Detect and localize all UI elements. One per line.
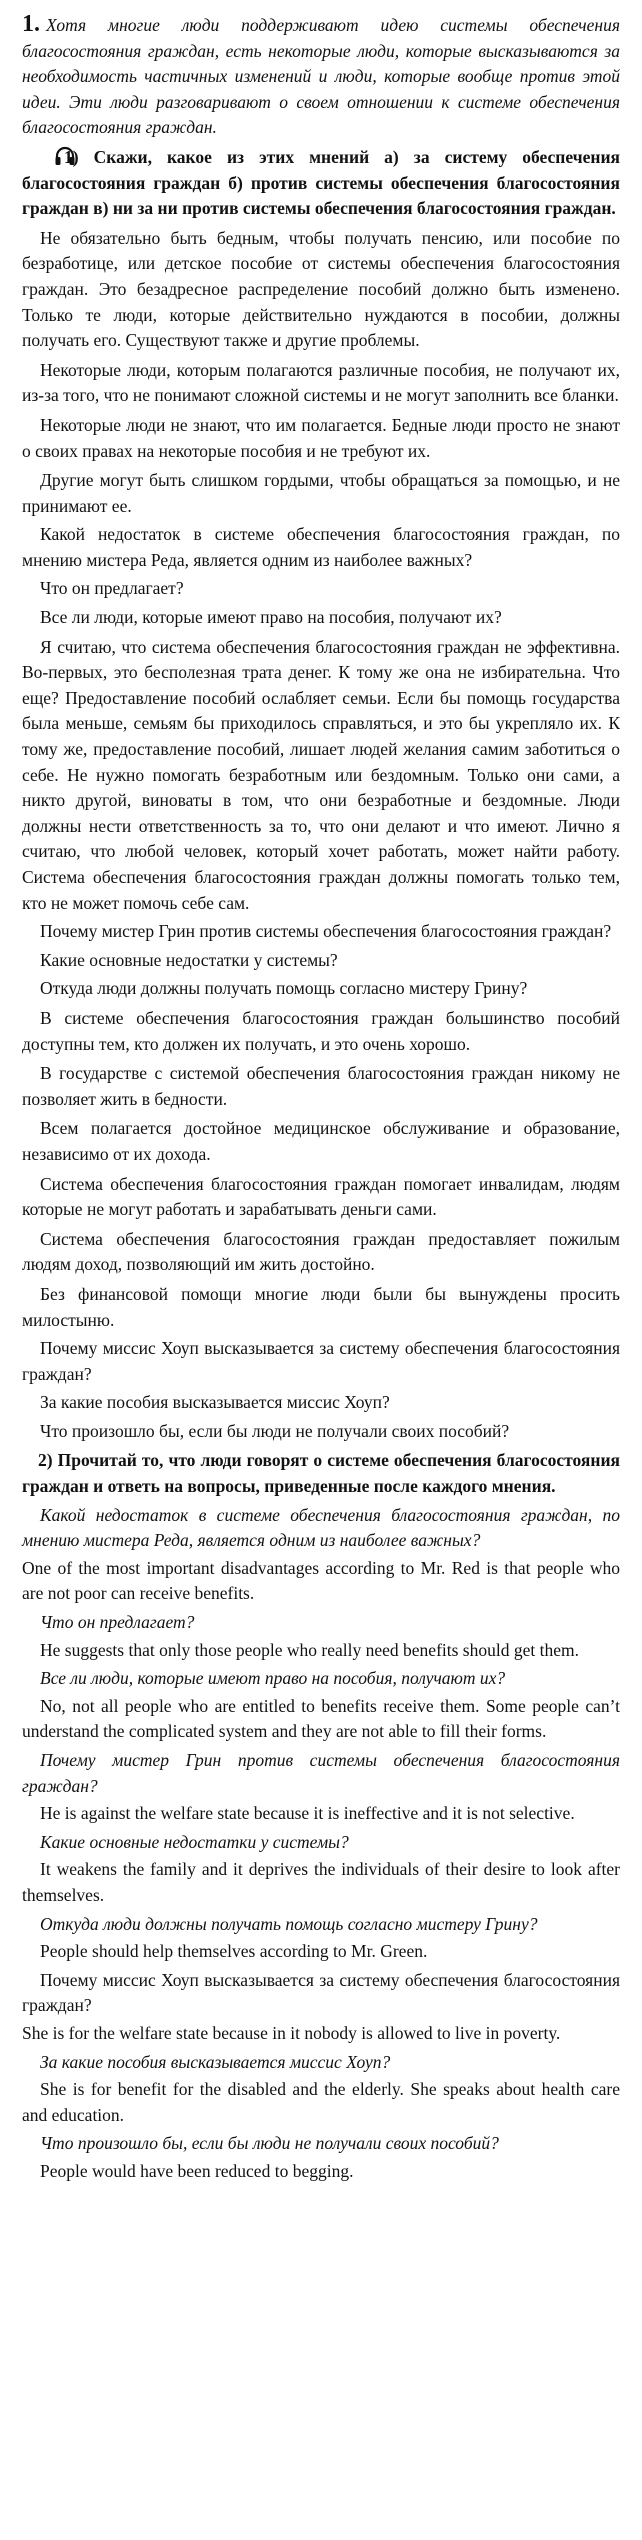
answer-question: Какой недостаток в системе обеспечения благосостояния граждан, по мнению мистера Реда, является одним из наиболее важных? [22,1504,620,1551]
opinion-paragraph: Всем полагается достойное медицинское обслуживание и образование, независимо от их дохода. [22,1118,620,1164]
answer-question: За какие пособия высказывается миссис Хоуп? [40,2051,391,2072]
opinion-paragraph: Другие могут быть слишком гордыми, чтобы обращаться за помощью, и не принимают ее. [22,470,620,516]
answer-text: People should help themselves according to Mr. Green. [40,1941,428,1962]
question-line: Почему мистер Грин против системы обеспечения благосостояния граждан? [40,921,612,942]
opinion-paragraph: Не обязательно быть бедным, чтобы получать пенсию, или пособие по безработице, или детское пособие от системы обеспечения благосостояния граждан. Это безадресное распределение пособий должно быть изменено. Только те люди, которые действительно нуждаются в пособии, должны получать его. Существуют также и другие проблемы. [22,227,620,351]
opinion-paragraph: Некоторые люди, которым полагаются различные пособия, не получают их, из-за того, что не понимают сложной системы и не могут заполнить все бланки. [22,359,620,406]
headphones-icon [38,146,60,166]
opinion-paragraph: Некоторые люди не знают, что им полагается. Бедные люди просто не знают о своих правах на некоторые пособия и не требуют их. [22,414,620,461]
exercise-number: 1. [22,11,40,37]
opinion-paragraph: Система обеспечения благосостояния граждан помогает инвалидам, людям которые не могут работать и зарабатывать деньги сами. [22,1173,620,1220]
answer-text: She is for the welfare state because in it nobody is allowed to live in poverty. [22,2022,561,2043]
exercise-intro-text: Хотя многие люди поддерживают идею системы обеспечения благосостояния граждан, есть некоторые люди, которые высказываются за необходимость частичных изменений и люди, которые вообще против этой идеи. Эти люди разговаривают о своем отношении к системе обеспечения благосостояния граждан. [22,15,620,138]
opinion-paragraph: Без финансовой помощи многие люди были бы вынуждены просить милостыню. [22,1283,620,1330]
answer-text: He is against the welfare state because it is ineffective and it is not selective. [40,1803,575,1824]
question-line: Какие основные недостатки у системы? [40,949,338,970]
answer-text: No, not all people who are entitled to benefits receive them. Some people can’t understand the complicated system and they are not able to fill their forms. [22,1695,620,1742]
answer-question: Что произошло бы, если бы люди не получали своих пособий? [40,2133,499,2154]
task-2: 2) Прочитай то, что люди говорят о системе обеспечения благосостояния граждан и ответь на вопросы, приведенные после каждого мнения. [22,1450,620,1497]
answer-text: She is for benefit for the disabled and the elderly. She speaks about health care and education. [22,2079,620,2125]
opinion-paragraph: Система обеспечения благосостояния граждан предоставляет пожилым людям доход, позволяющий им жить достойно. [22,1228,620,1275]
task-1-text: 1) Скажи, какое из этих мнений а) за систему обеспечения благосостояния граждан б) против системы обеспечения благосостояния граждан в) ни за ни против системы обеспечения благосостояния граждан. [22,146,620,219]
answer-question: Какие основные недостатки у системы? [40,1831,349,1852]
question-line: За какие пособия высказывается миссис Хоуп? [40,1392,390,1413]
question-line: Что он предлагает? [40,578,184,599]
answer-text: One of the most important disadvantages according to Mr. Red is that people who are not poor can receive benefits. [22,1557,620,1604]
answer-text: He suggests that only those people who really need benefits should get them. [40,1639,579,1660]
answer-question: Все ли люди, которые имеют право на пособия, получают их? [40,1668,506,1689]
question-line: Откуда люди должны получать помощь согласно мистеру Грину? [40,978,528,999]
question-line: Все ли люди, которые имеют право на пособия, получают их? [40,607,502,628]
question-line: Почему миссис Хоуп высказывается за систему обеспечения благосостояния граждан? [22,1338,620,1384]
exercise-intro [22,12,620,141]
opinion-paragraph: В государстве с системой обеспечения благосостояния граждан никому не позволяет жить в бедности. [22,1063,620,1109]
opinion-paragraph: В системе обеспечения благосостояния граждан большинство пособий доступны тем, кто должен их получать, и это очень хорошо. [22,1007,620,1054]
answer-text: People would have been reduced to begging. [40,2160,354,2181]
answer-text: It weakens the family and it deprives the individuals of their desire to look after themselves. [22,1859,620,1905]
answer-question: Почему миссис Хоуп высказывается за систему обеспечения благосостояния граждан? [22,1969,620,2016]
answer-question: Откуда люди должны получать помощь согласно мистеру Грину? [40,1913,538,1934]
answer-question: Почему мистер Грин против системы обеспечения благосостояния граждан? [22,1750,620,1796]
answer-question: Что он предлагает? [40,1612,195,1633]
task-1 [22,145,620,222]
question-line: Что произошло бы, если бы люди не получали своих пособий? [40,1420,510,1441]
opinion-paragraph: Я считаю, что система обеспечения благосостояния граждан не эффективна. Во-первых, это бесполезная трата денег. К тому же она не избирательна. Что еще? Предоставление пособий ослабляет семьи. Если бы помощь государства была меньше, семьям бы приходилось справляться, и это бы укрепляло их. К тому же, предоставление пособий, лишает людей желания самим заботиться о себе. Не нужно помогать безработным или бездомным. Только они сами, а никто другой, виноваты в том, что они безработные и бездомные. Люди должны нести ответственность за то, что они делают и что имеют. Лично я считаю, что любой человек, который хочет работать, может найти работу. Система обеспечения благосостояния граждан должны помогать только тем, кто не может помочь себе сам. [22,636,620,913]
question-line: Какой недостаток в системе обеспечения благосостояния граждан, по мнению мистера Реда, является одним из наиболее важных? [22,524,620,570]
